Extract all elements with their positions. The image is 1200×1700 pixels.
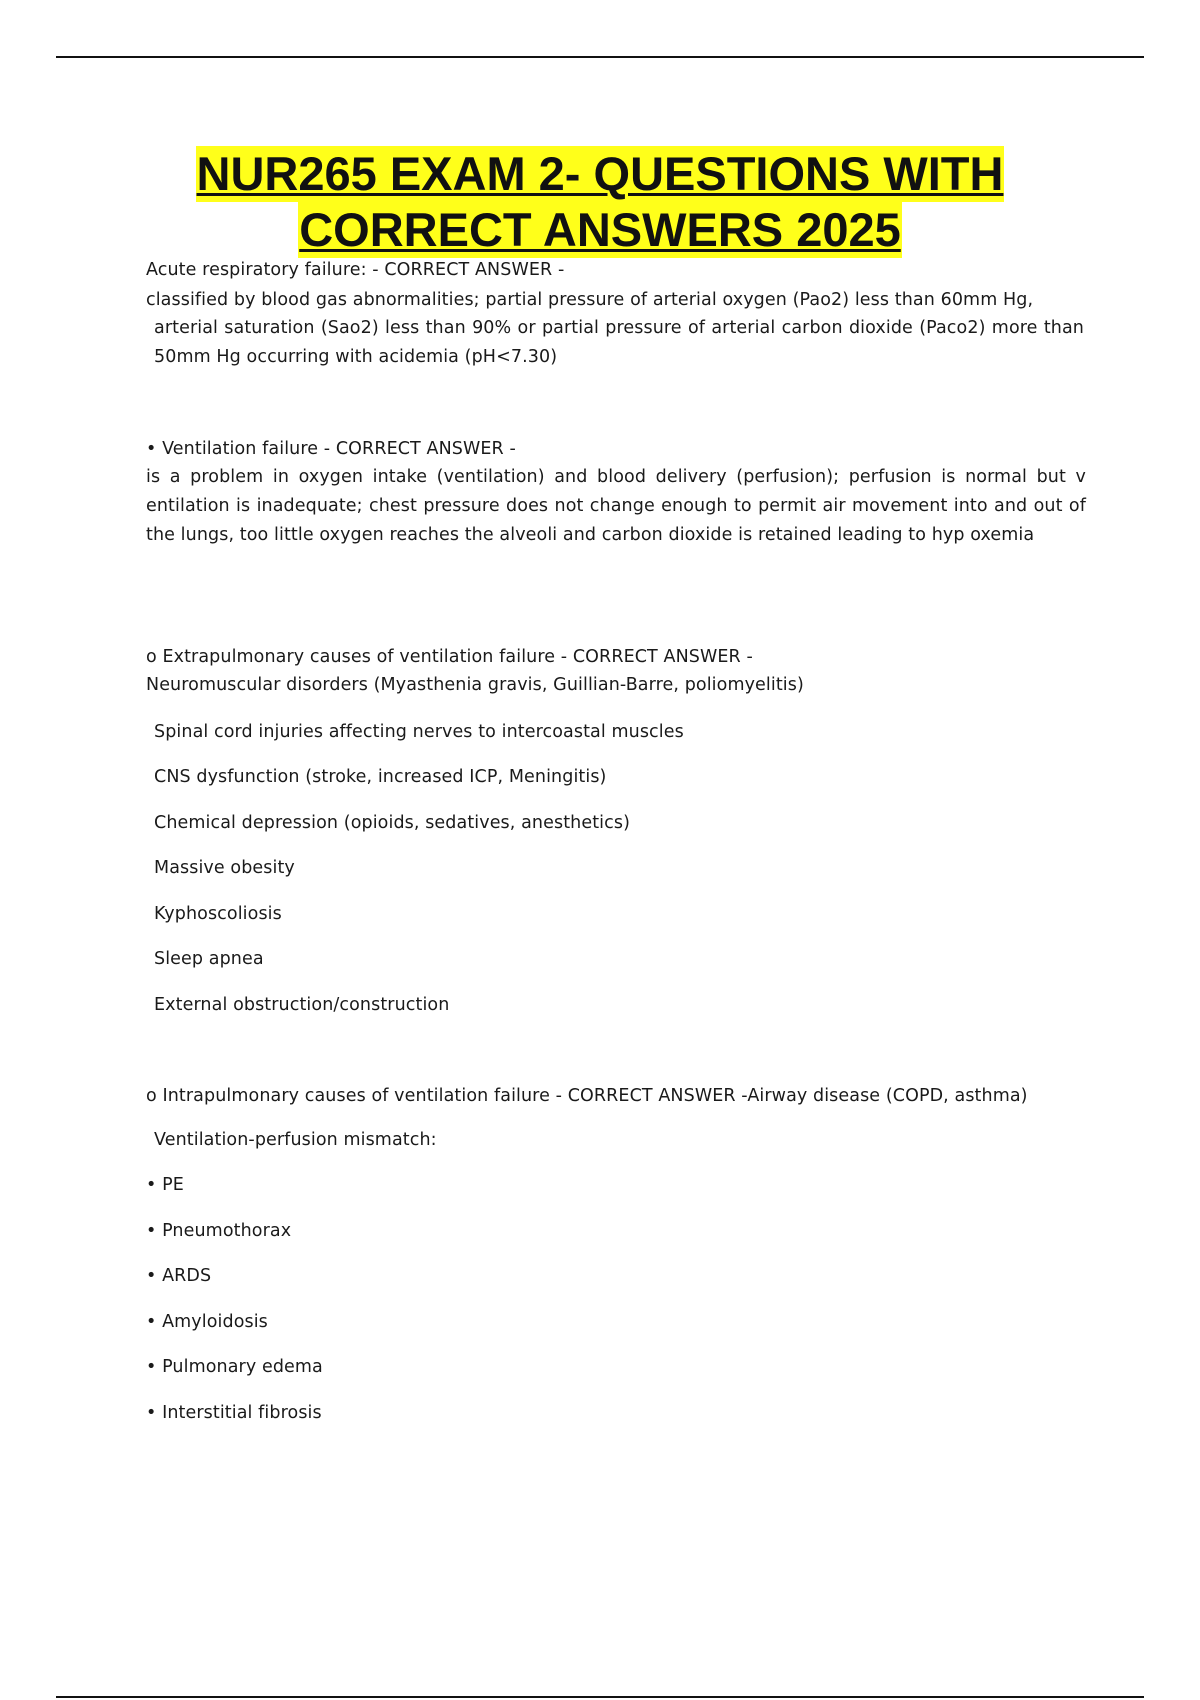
list-item: • Amyloidosis	[146, 1312, 268, 1332]
list-item: Chemical depression (opioids, sedatives, anesthetics)	[154, 813, 631, 833]
ventilation-answer: is a problem in oxygen intake (ventilation) and blood delivery (perfusion); perfusion is normal but v entilation is inadequate; chest pressure does not change enough to permit air movement into and out of the lungs, too little oxygen reaches the alveoli and carbon dioxide is retained leading to hyp oxemia	[146, 467, 1086, 545]
acute-question: Acute respiratory failure: - CORRECT ANSWER -	[146, 260, 565, 280]
acute-answer-line1: classified by blood gas abnormalities; partial pressure of arterial oxygen (Pao2) less than 60mm Hg,	[146, 290, 1034, 310]
title-line-2: CORRECT ANSWERS 2025	[299, 203, 901, 256]
list-item: • ARDS	[146, 1266, 212, 1286]
list-item: • Interstitial fibrosis	[146, 1403, 322, 1423]
list-item: • Pneumothorax	[146, 1221, 292, 1241]
extrapulmonary-first-cause: Neuromuscular disorders (Myasthenia gravis, Guillian-Barre, poliomyelitis)	[146, 675, 804, 695]
extrapulmonary-question: o Extrapulmonary causes of ventilation failure - CORRECT ANSWER -	[146, 647, 753, 667]
title-line-1: NUR265 EXAM 2- QUESTIONS WITH	[196, 147, 1004, 200]
list-item: Sleep apnea	[154, 949, 264, 969]
top-rule	[56, 56, 1144, 58]
list-item: Massive obesity	[154, 858, 295, 878]
list-item: Spinal cord injuries affecting nerves to intercoastal muscles	[154, 722, 684, 742]
list-item: • Pulmonary edema	[146, 1357, 323, 1377]
bottom-rule	[56, 1696, 1144, 1698]
list-item: • PE	[146, 1175, 184, 1195]
list-item: CNS dysfunction (stroke, increased ICP, Meningitis)	[154, 767, 607, 787]
list-item: Kyphoscoliosis	[154, 904, 282, 924]
document-title	[0, 146, 1200, 258]
intrapulmonary-question: o Intrapulmonary causes of ventilation failure - CORRECT ANSWER -Airway disease (COPD, asthma)	[146, 1086, 1028, 1106]
list-item: External obstruction/construction	[154, 995, 450, 1015]
acute-answer-rest: arterial saturation (Sao2) less than 90% or partial pressure of arterial carbon dioxide (Paco2) more than 50mm Hg occurring with acidemia (pH<7.30)	[154, 318, 1084, 367]
intrapulmonary-subheading: Ventilation-perfusion mismatch:	[154, 1130, 437, 1150]
ventilation-question: • Ventilation failure - CORRECT ANSWER -	[146, 439, 516, 459]
